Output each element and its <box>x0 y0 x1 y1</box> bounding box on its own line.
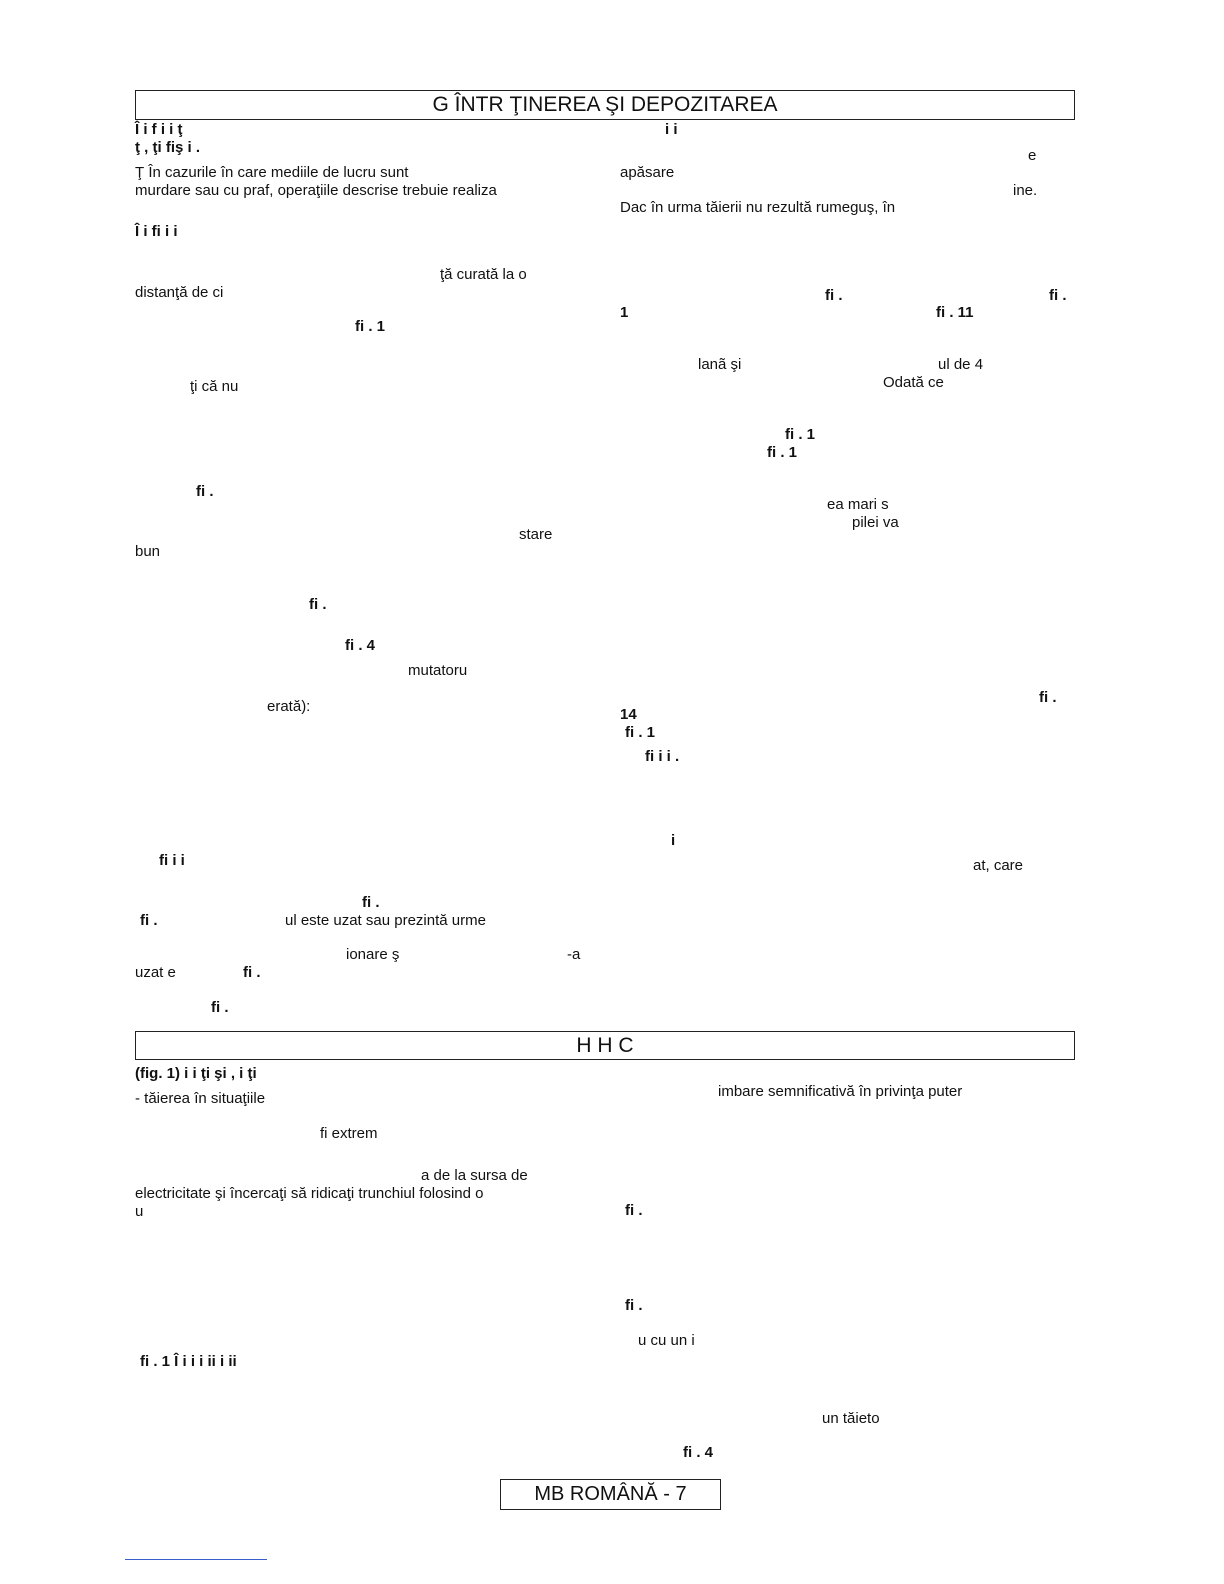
left-h-fig-caption: fi . 1 Î i i i ii i ii <box>140 1353 237 1370</box>
left-g-line-17: fi i i <box>159 852 185 869</box>
right-g-fig-ref-7: fi . 1 <box>625 724 656 741</box>
right-g-line-22: at, care <box>973 857 1024 874</box>
left-g-line-2: ţ , ţi fiş i . <box>135 139 201 156</box>
right-g-line-1: i i <box>665 121 678 138</box>
right-h-fig-ref-3: fi . 4 <box>683 1444 714 1461</box>
left-g-fig-ref-1: fi . 1 <box>355 318 386 335</box>
left-g-fig-ref-5: fi . <box>362 894 380 911</box>
left-g-line-3: Ţ În cazurile în care mediile de lucru sunt <box>135 164 409 181</box>
right-g-line-10: lanã şi <box>698 356 742 373</box>
page-footer-label: MB ROMÂNĂ - 7 <box>500 1479 721 1510</box>
left-g-line-20: ul este uzat sau prezintă urme <box>285 912 486 929</box>
right-g-line-3: apăsare <box>620 164 675 181</box>
right-g-fig-ref-3: fi . 11 <box>936 304 974 321</box>
left-g-line-12: bun <box>135 543 161 560</box>
right-g-line-15: ea mari s <box>827 496 889 513</box>
right-g-fig-ref-4: fi . 1 <box>785 426 816 443</box>
left-g-fig-ref-7: fi . <box>243 964 261 981</box>
left-h-line-6: u <box>135 1203 144 1220</box>
left-g-line-22: -a <box>567 946 581 963</box>
right-h-line-5: un tăieto <box>822 1410 880 1427</box>
right-g-line-8: 1 <box>620 304 629 321</box>
left-g-line-6: ţă curată la o <box>440 266 527 283</box>
right-g-fig-ref-5: fi . 1 <box>767 444 798 461</box>
left-g-line-7: distanţă de ci <box>135 284 224 301</box>
left-h-line-2: - tăierea în situaţiile <box>135 1090 266 1107</box>
right-h-line-1: imbare semnificativă în privinţa puter <box>718 1083 963 1100</box>
right-g-line-20: fi i i . <box>645 748 680 765</box>
right-g-line-5: Dac în urma tăierii nu rezultă rumeguş, în <box>620 199 896 216</box>
right-g-line-21: i <box>671 832 676 849</box>
left-g-fig-ref-4: fi . 4 <box>345 637 376 654</box>
left-h-line-5: electricitate şi încercaţi să ridicaţi trunchiul folosind o <box>135 1185 484 1202</box>
left-g-line-11: stare <box>519 526 553 543</box>
left-g-line-9: ţi că nu <box>190 378 239 395</box>
right-h-fig-ref-2: fi . <box>625 1297 643 1314</box>
right-g-line-4: ine. <box>1013 182 1038 199</box>
left-g-line-5: Î i fi i i <box>135 223 178 240</box>
right-g-fig-ref-1: fi . <box>825 287 843 304</box>
left-g-fig-ref-3: fi . <box>309 596 327 613</box>
left-g-line-16: erată): <box>267 698 311 715</box>
left-g-line-23: uzat e <box>135 964 176 981</box>
right-h-fig-ref-1: fi . <box>625 1202 643 1219</box>
right-g-line-11: ul de 4 <box>938 356 984 373</box>
left-h-line-4: a de la sursa de <box>421 1167 528 1184</box>
right-g-fig-ref-6: fi . <box>1039 689 1057 706</box>
right-g-line-12: Odată ce <box>883 374 944 391</box>
section-h-heading: H H C <box>135 1031 1075 1060</box>
left-h-line-1: (fig. 1) i i ţi şi , i ţi <box>135 1065 257 1082</box>
left-g-fig-ref-6: fi . <box>140 912 158 929</box>
section-g-heading: G ÎNTR ŢINEREA ŞI DEPOZITAREA <box>135 90 1075 120</box>
left-g-line-21: ionare ş <box>346 946 400 963</box>
right-g-line-16: pilei va <box>852 514 899 531</box>
right-g-line-18: 14 <box>620 706 637 723</box>
left-g-line-1: Î i f i i ţ <box>135 121 183 138</box>
left-h-line-3: fi extrem <box>320 1125 378 1142</box>
left-g-fig-ref-8: fi . <box>211 999 229 1016</box>
right-g-line-2: e <box>1028 147 1037 164</box>
right-g-fig-ref-2: fi . <box>1049 287 1067 304</box>
right-h-line-4: u cu un i <box>638 1332 695 1349</box>
left-g-line-4: murdare sau cu praf, operaţiile descrise trebuie realiza <box>135 182 497 199</box>
left-g-line-15: mutatoru <box>408 662 468 679</box>
footer-divider <box>125 1559 267 1560</box>
left-g-fig-ref-2: fi . <box>196 483 214 500</box>
